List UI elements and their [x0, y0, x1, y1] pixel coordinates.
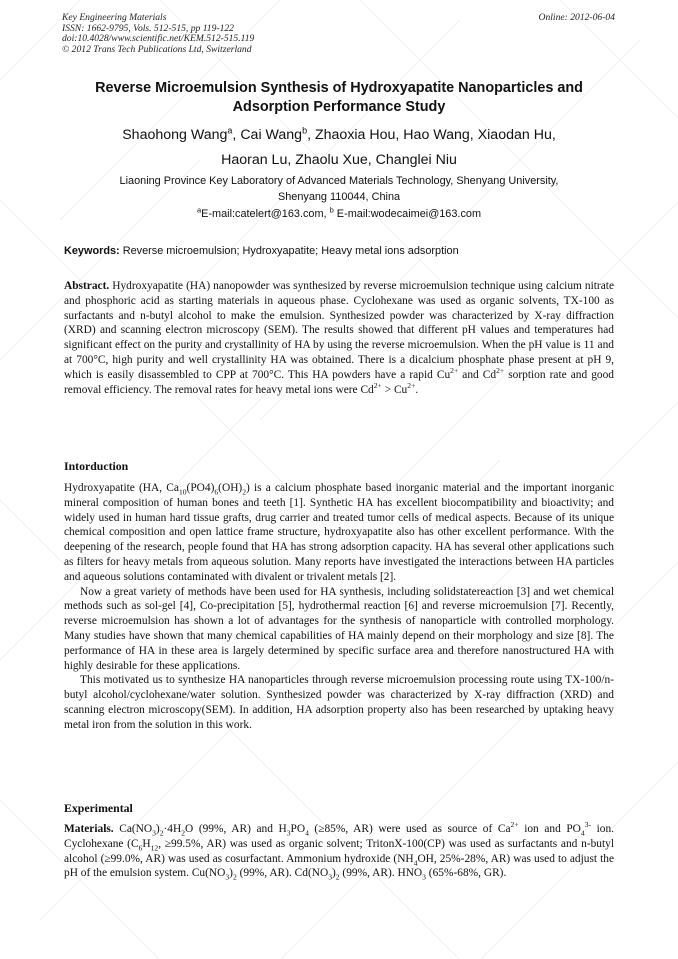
affiliation [60, 174, 618, 205]
paragraph-text: ) is a calcium phosphate based inorganic material and the important inorganic mineral composition of human bones and teeth [1]. Synthetic HA has excellent biocompatibility and bioactivity; and widely used in human hard tissue grafts, drug carrier and treated tumor cells of medical aspects. Because of its unique chemical composition and open lattice frame structure, hydroxyapatite also has other excellent performance. With the deepening of the research, people found that HA has strong adsorption capacity. HA has several other applications such as filters for heavy metals from aqueous solution. Many reports have investigated the interactions between HA particles and aqueous solutions contaminated with divalent or trivalent metals [2]. [64, 482, 615, 583]
copyright-line: © 2012 Trans Tech Publications Ltd, Switzerland [62, 43, 252, 55]
materials-text: (99%, AR). Cd(NO [236, 867, 329, 880]
author-list [50, 123, 628, 173]
subscript: 4 [580, 828, 585, 838]
title-line-1: Reverse Microemulsion Synthesis of Hydroxyapatite Nanoparticles and [95, 80, 583, 96]
email-b: E-mail:wodecaimei@163.com [333, 208, 482, 220]
materials-text: ion. Cyclohexane (C [64, 823, 614, 850]
superscript: 3- [584, 820, 592, 830]
subscript: 2 [181, 828, 186, 838]
paragraph: This motivated us to synthesize HA nanoparticles through reverse microemulsion processing route using TX-100/n-butyl alcohol/cyclohexane/water solution. Synthesized powder was characterized by X-ray diffraction (XRD) and scanning electron microscopy(SEM). In addition, HA adsorption property also has been researched by uptaking heavy metal iron from the solution in this work. [64, 674, 614, 731]
subscript: 4 [413, 857, 418, 867]
abstract-text: and Cd [458, 368, 497, 381]
author-name: Shaohong Wang [122, 127, 228, 143]
abstract-text: . [415, 383, 419, 396]
abstract-text: > Cu [381, 383, 408, 396]
section-heading-experimental: Experimental [64, 801, 133, 815]
paper-title [50, 79, 628, 117]
materials-text: (≥85%, AR) were used as source of Ca [308, 823, 511, 835]
author-affil-mark: a [227, 125, 233, 136]
materials-text: ) [155, 823, 160, 835]
subscript: 12 [150, 843, 159, 853]
email-a: E-mail:catelert@163.com, [201, 208, 330, 220]
abstract-text: sorption rate and good removal efficiency. The removal rates for heavy metal ions were Cd [64, 368, 614, 396]
affiliation-line-1: Liaoning Province Key Laboratory of Advanced Materials Technology, Shenyang University, [119, 175, 559, 187]
materials-text: H [142, 837, 151, 850]
paragraph-text: (OH) [218, 482, 243, 494]
materials-text: (65%-68%, GR). [425, 867, 507, 880]
affiliation-line-2: Shenyang 110044, China [277, 190, 401, 203]
paragraph: Now a great variety of methods have been used for HA synthesis, including solidstatereaction [3] and wet chemical methods such as sol-gel [4], Co-precipitation [5], hydrothermal reaction [6] and reverse microemulsion [7]. Recently, reverse microemulsion has shown a lot of advantages for the synthesis of nanoparticle with controlled morphology. Many studies have shown that many chemical capabilities of HA mainly depend on their morphology and size [8]. The performance of HA in these area is largely determined by specific surface area and therefore nanostructured HA with highly desirable for these applications. [64, 585, 614, 672]
doi-line: doi:10.4028/www.scientific.net/KEM.512-515.119 [62, 33, 255, 45]
subscript: 3 [422, 872, 426, 882]
journal-header [62, 13, 254, 55]
materials-text: Ca(NO [113, 823, 153, 835]
keywords-text: Reverse microemulsion; Hydroxyapatite; Heavy metal ions adsorption [119, 245, 459, 257]
journal-name: Key Engineering Materials [62, 12, 167, 23]
materials-text: , ≥99.5%, AR) was used as organic solvent; TritonX-100(CP) was used as surfactants and n-butyl alcohol (≥99.0%, AR) was used as cosurfactant. Ammonium hydroxide (NH [64, 837, 614, 865]
subscript: 3 [225, 872, 230, 882]
materials-text: (99%, AR). HNO [339, 867, 423, 880]
title-line-2: Adsorption Performance Study [232, 99, 446, 115]
email-mark: a [196, 205, 202, 215]
keywords-label: Keywords: [64, 245, 120, 257]
materials-text: PO [290, 823, 306, 835]
subscript: 3 [328, 872, 332, 882]
subscript: 2 [335, 872, 340, 882]
charge-sup: 2+ [407, 380, 416, 390]
materials-text: ion and PO [518, 823, 581, 835]
materials-text: ) [331, 867, 336, 880]
author-names: , Zhaoxia Hou, Hao Wang, Xiaodan Hu, [307, 127, 556, 143]
subscript: 6 [214, 487, 219, 497]
materials-text: O (99%, AR) and H [185, 823, 287, 835]
subscript: 10 [178, 487, 187, 497]
paragraph-text: Hydroxyapatite (HA, Ca [64, 482, 179, 494]
abstract-label: Abstract. [64, 280, 110, 292]
paragraph-text: (PO4) [186, 482, 215, 494]
keywords [64, 244, 624, 259]
abstract-text: Hydroxyapatite (HA) nanopowder was synthesized by reverse microemulsion technique using calcium nitrate and phosphoric acid as starting materials in aqueous phase. Cyclohexane was used as organic solvents, TX-100 as surfactants and n-butyl alcohol to make the emulsion. Synthesized powder was characterized by X-ray diffraction (XRD) and scanning electron microscopy (SEM). The results showed that different pH values and temperatures had significant effect on the purity and crystallinity of HA by using the reverse microemulsion. When the pH value is 11 and at 700°C, high purity and well crystallinity HA was obtained. There is a dicalcium phosphate phase present at pH 9, which is easily disassembled to CPP at 700°C. This HA powders have a rapid Cu [64, 280, 614, 381]
author-name: Cai Wang [240, 127, 303, 143]
materials-text: OH, 25%-28%, AR) was used to adjust the pH of the emulsion system. Cu(NO [64, 852, 615, 880]
issn-line: ISSN: 1662-9795, Vols. 512-515, pp 119-122 [62, 22, 234, 34]
author-line-2: Haoran Lu, Zhaolu Xue, Changlei Niu [221, 152, 457, 168]
subscript: 3 [286, 828, 291, 838]
introduction-body [64, 481, 614, 733]
charge-sup: 2+ [373, 380, 382, 390]
superscript: 2+ [510, 820, 519, 830]
materials-text: ·4H [163, 823, 182, 835]
subscript: 3 [152, 828, 156, 838]
charge-sup: 2+ [450, 365, 459, 375]
author-line-1: Shaohong Wang$^a$, Cai Wang$^b$, Zhaoxia Hou, Hao Wang, Xiaodan Hu, [122, 125, 556, 143]
subscript: 6 [138, 843, 143, 853]
subscript: 4 [305, 828, 309, 838]
subscript: 2 [242, 487, 247, 497]
paragraph [64, 481, 614, 585]
materials-text: ) [229, 867, 233, 880]
experimental-body [64, 822, 614, 881]
author-affil-mark: b [302, 125, 308, 136]
subscript: 2 [159, 828, 164, 838]
contact-emails [60, 207, 618, 222]
online-date: Online: 2012-06-04 [538, 12, 615, 23]
subscript: 2 [232, 872, 237, 882]
materials-label: Materials. [64, 823, 114, 835]
email-mark: b [329, 205, 334, 215]
section-heading-introduction: Intorduction [64, 459, 129, 473]
charge-sup: 2+ [496, 365, 505, 375]
abstract [64, 279, 614, 397]
